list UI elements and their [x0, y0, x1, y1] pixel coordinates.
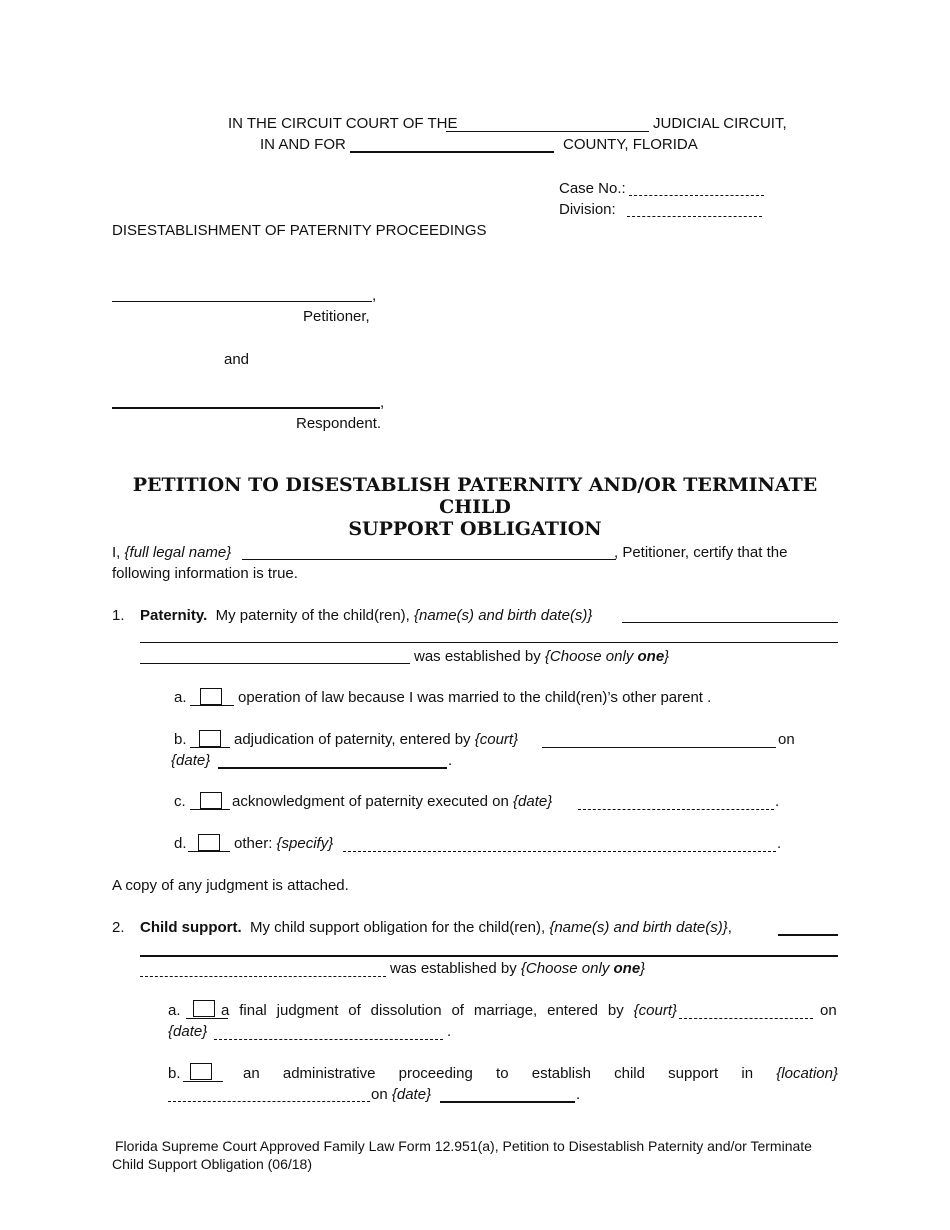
county-suffix: COUNTY, FLORIDA	[563, 136, 698, 153]
division-label: Division:	[559, 201, 616, 218]
option-2b-letter: b.	[168, 1065, 181, 1082]
option-1c-underline	[190, 809, 230, 810]
option-1a-underline	[190, 705, 234, 706]
section1-children-blank-2[interactable]	[140, 642, 838, 643]
option-1d-body: other:	[234, 835, 273, 852]
option-2b-date-blank[interactable]	[440, 1101, 575, 1103]
and-label: and	[224, 351, 250, 368]
form-title	[100, 474, 850, 540]
section2-choose-hint	[521, 960, 645, 977]
footer-line2: Child Support Obligation (06/18)	[112, 1156, 313, 1172]
section2-choose-close: }	[640, 960, 646, 977]
county-prefix: IN AND FOR	[260, 136, 346, 153]
option-1b-on: on	[778, 731, 795, 748]
option-1d-end: .	[777, 835, 782, 852]
option-2b-on: on	[371, 1086, 388, 1103]
petitioner-name-blank[interactable]	[112, 301, 372, 302]
option-1d-letter: d.	[174, 835, 187, 852]
section1-text	[140, 607, 592, 625]
section2-text	[140, 919, 732, 937]
option-2a-end: .	[447, 1023, 452, 1040]
option-1c-checkbox[interactable]	[200, 792, 222, 809]
option-1a-checkbox[interactable]	[200, 688, 222, 705]
form-title-line2: SUPPORT OBLIGATION	[348, 518, 602, 540]
option-1d-specify-blank[interactable]	[343, 851, 776, 852]
option-2a-checkbox[interactable]	[193, 1000, 215, 1017]
option-1b-court-hint: {court}	[474, 731, 519, 748]
section2-children-blank-2[interactable]	[140, 955, 838, 957]
option-2a-letter: a.	[168, 1002, 181, 1019]
section1-hint: {name(s) and birth date(s)}	[414, 607, 593, 624]
option-2b-date-hint: {date}	[391, 1086, 432, 1103]
option-1b-body: adjudication of paternity, entered by	[234, 731, 471, 748]
option-1b-date-hint	[171, 752, 210, 770]
intro-prefix	[112, 544, 231, 562]
section1-established	[414, 648, 669, 666]
option-1d-checkbox[interactable]	[198, 834, 220, 851]
circuit-suffix: JUDICIAL CIRCUIT,	[653, 115, 787, 132]
section2-choose-prefix: {Choose only	[520, 960, 610, 977]
petitioner-comma: ,	[372, 287, 377, 304]
full-name-blank[interactable]	[242, 559, 616, 560]
section2-children-blank-1[interactable]	[778, 934, 838, 936]
option-1c-date-hint: {date}	[513, 793, 553, 810]
section1-choose-one: one	[637, 648, 665, 665]
option-2a-date-blank[interactable]	[214, 1039, 443, 1040]
section2-number: 2.	[112, 919, 125, 936]
intro-suffix: , Petitioner, certify that the	[614, 544, 788, 561]
option-1b-text	[234, 731, 518, 749]
option-1c-text	[232, 793, 552, 811]
section1-choose-close: }	[664, 648, 670, 665]
circuit-prefix: IN THE CIRCUIT COURT OF THE	[228, 115, 458, 132]
respondent-name-blank[interactable]	[112, 407, 380, 409]
option-2a-court-hint: {court}	[633, 1002, 678, 1019]
option-1b-date-blank[interactable]	[218, 767, 447, 769]
option-2b-body: an administrative proceeding to establish child support in	[243, 1065, 754, 1082]
section2-children-blank-3[interactable]	[140, 976, 386, 977]
proceeding-type: DISESTABLISHMENT OF PATERNITY PROCEEDINGS	[112, 222, 487, 239]
option-1b-end: .	[448, 752, 453, 769]
option-2b-checkbox[interactable]	[190, 1063, 212, 1080]
section2-comma: ,	[727, 919, 732, 936]
option-2b-location-blank[interactable]	[168, 1101, 370, 1102]
option-1b-date-hint-text: {date}	[171, 752, 211, 769]
option-1d-text	[234, 835, 333, 853]
case-no-label: Case No.:	[559, 180, 626, 197]
section2-heading: Child support.	[140, 919, 242, 936]
footer	[112, 1137, 812, 1173]
option-1a-letter: a.	[174, 689, 187, 706]
option-1a-text: operation of law because I was married to the child(ren)’s other parent .	[238, 689, 712, 706]
option-2b-location-hint: {location}	[776, 1065, 838, 1082]
section2-established	[390, 960, 645, 978]
option-2b-end: .	[576, 1086, 581, 1103]
form-title-line1: PETITION TO DISESTABLISH PATERNITY AND/OR TERMINATE CHILD	[132, 474, 818, 518]
option-2a-text	[221, 1002, 677, 1020]
section2-body: My child support obligation for the child(ren),	[250, 919, 546, 936]
section2-choose-one: one	[613, 960, 641, 977]
option-2b-on-date	[371, 1086, 431, 1104]
option-1c-body: acknowledgment of paternity executed on	[232, 793, 509, 810]
respondent-comma: ,	[380, 394, 385, 411]
section1-body: My paternity of the child(ren),	[215, 607, 410, 624]
section1-children-blank-1[interactable]	[622, 622, 838, 623]
option-1b-court-blank[interactable]	[542, 747, 776, 748]
respondent-label: Respondent.	[296, 415, 382, 432]
option-2b-underline	[183, 1081, 223, 1082]
county-blank[interactable]	[350, 151, 554, 153]
option-2a-body: a final judgment of dissolution of marriage, entered by	[221, 1002, 624, 1019]
intro-prefix-text: I,	[112, 544, 121, 561]
section1-heading: Paternity.	[140, 607, 208, 624]
option-2b-text	[243, 1065, 838, 1083]
division-blank[interactable]	[627, 216, 762, 217]
option-1c-date-blank[interactable]	[578, 809, 774, 810]
section1-choose-prefix: {Choose only	[544, 648, 634, 665]
footer-line1: Florida Supreme Court Approved Family Law Form 12.951(a), Petition to Disestablish Paternity and/or Terminate	[115, 1138, 812, 1154]
option-1d-underline	[188, 851, 230, 852]
section2-hint: {name(s) and birth date(s)}	[549, 919, 728, 936]
intro-line2: following information is true.	[112, 565, 298, 582]
option-1d-specify-hint: {specify}	[276, 835, 334, 852]
petitioner-label: Petitioner,	[303, 308, 370, 325]
option-1b-checkbox[interactable]	[199, 730, 221, 747]
section1-number: 1.	[112, 607, 125, 624]
option-1c-letter: c.	[174, 793, 186, 810]
option-2a-on: on	[820, 1002, 837, 1019]
section1-established-text: was established by	[414, 648, 541, 665]
circuit-blank[interactable]	[446, 131, 649, 132]
section2-established-text: was established by	[390, 960, 517, 977]
full-name-hint: {full legal name}	[124, 544, 232, 561]
section1-choose-hint	[545, 648, 669, 665]
option-1b-letter: b.	[174, 731, 187, 748]
case-no-blank[interactable]	[629, 195, 764, 196]
option-2a-date-hint-text: {date}	[168, 1023, 208, 1040]
option-2a-date-hint	[168, 1023, 207, 1041]
option-2a-court-blank[interactable]	[679, 1018, 813, 1019]
option-1b-underline	[190, 747, 230, 748]
judgment-attached-note: A copy of any judgment is attached.	[112, 877, 349, 894]
option-1c-end: .	[775, 793, 780, 810]
section1-children-blank-3[interactable]	[140, 663, 410, 664]
